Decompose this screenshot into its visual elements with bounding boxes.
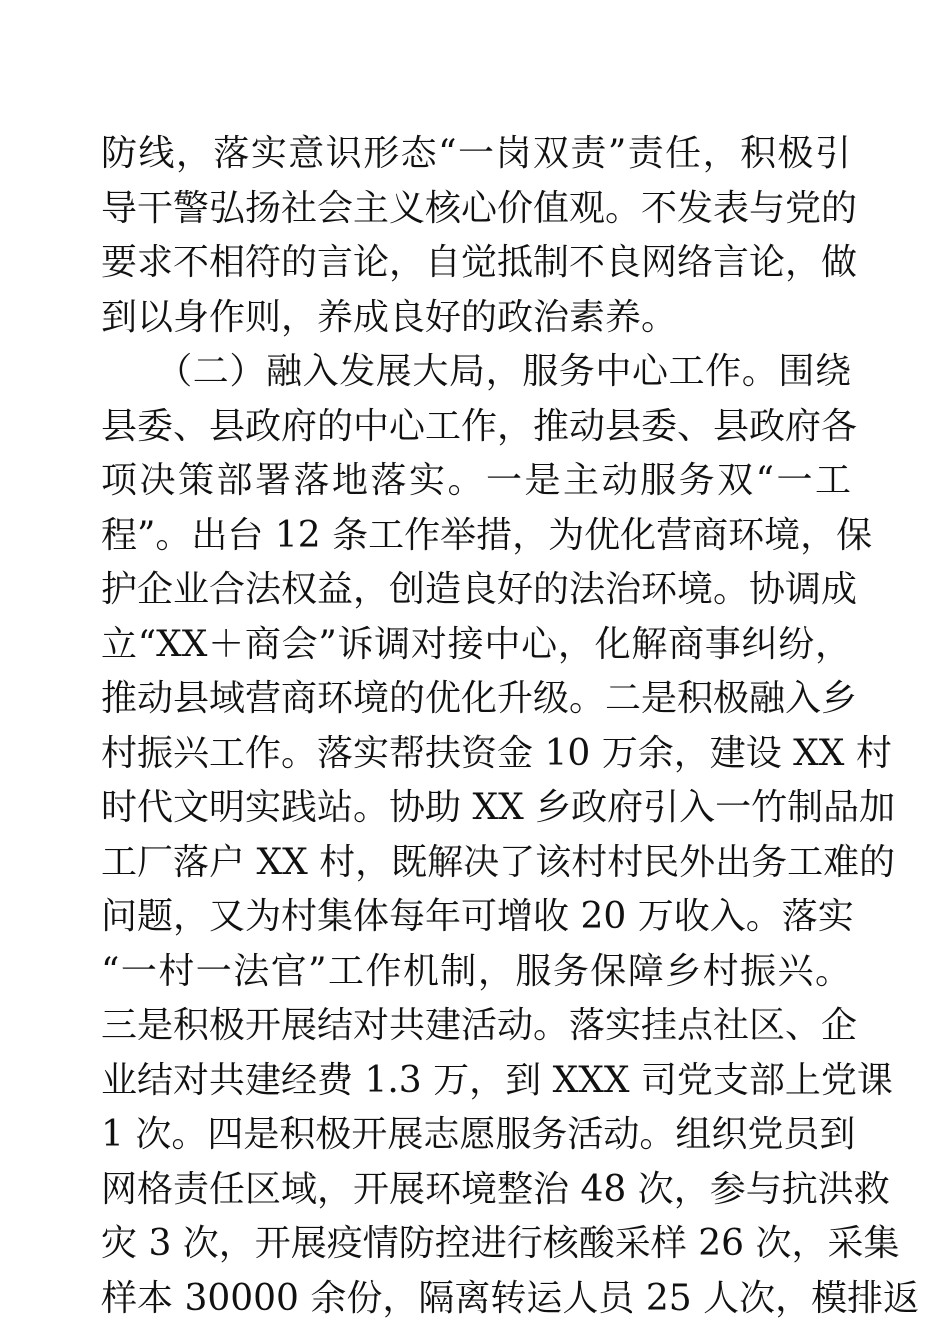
text-line-4: 到以身作则，养成良好的政治素养。 (101, 296, 678, 338)
text-line-6: 县委、县政府的中心工作，推动县委、县政府各 (101, 405, 858, 447)
text-line-15: 问题，又为村集体每年可增收 20 万收入。落实 (101, 896, 854, 937)
text-line-18: 业结对共建经费 1.3 万，到 XXX 司党支部上党课 (101, 1059, 893, 1101)
text-line-7: 项决策部署落地落实。一是主动服务双“一工 (101, 460, 851, 501)
text-line-16: “一村一法官”工作机制，服务保障乡村振兴。 (101, 950, 851, 992)
section-heading-line: （二）融入发展大局，服务中心工作。围绕 (101, 351, 851, 392)
text-line-3: 要求不相符的言论，自觉抵制不良网络言论，做 (101, 242, 858, 283)
text-line-10: 立“XX＋商会”诉调对接中心，化解商事纠纷， (101, 623, 851, 665)
text-line-22: 样本 30000 余份，隔离转运人员 25 人次，模排返 (101, 1277, 920, 1319)
text-line-13: 时代文明实践站。协助 XX 乡政府引入一竹制品加 (101, 787, 896, 828)
text-line-2: 导干警弘扬社会主义核心价值观。不发表与党的 (101, 187, 858, 229)
text-line-1: 防线，落实意识形态“一岗双责”责任，积极引 (101, 133, 851, 174)
text-line-8: 程”。出台 12 条工作举措，为优化营商环境，保 (101, 514, 873, 556)
text-line-17: 三是积极开展结对共建活动。落实挂点社区、企 (101, 1005, 858, 1046)
text-line-14: 工厂落户 XX 村，既解决了该村村民外出务工难的 (101, 841, 896, 883)
text-line-11: 推动县域营商环境的优化升级。二是积极融入乡 (101, 678, 858, 719)
text-line-12: 村振兴工作。落实帮扶资金 10 万余，建设 XX 村 (101, 732, 892, 774)
text-line-20: 网格责任区域，开展环境整治 48 次，参与抗洪救 (101, 1168, 890, 1210)
text-line-19: 1 次。四是积极开展志愿服务活动。组织党员到 (101, 1114, 856, 1155)
body-text (101, 127, 920, 1326)
text-line-21: 灾 3 次，开展疫情防控进行核酸采样 26 次，采集 (101, 1223, 900, 1264)
text-line-9: 护企业合法权益，创造良好的法治环境。协调成 (101, 569, 858, 610)
